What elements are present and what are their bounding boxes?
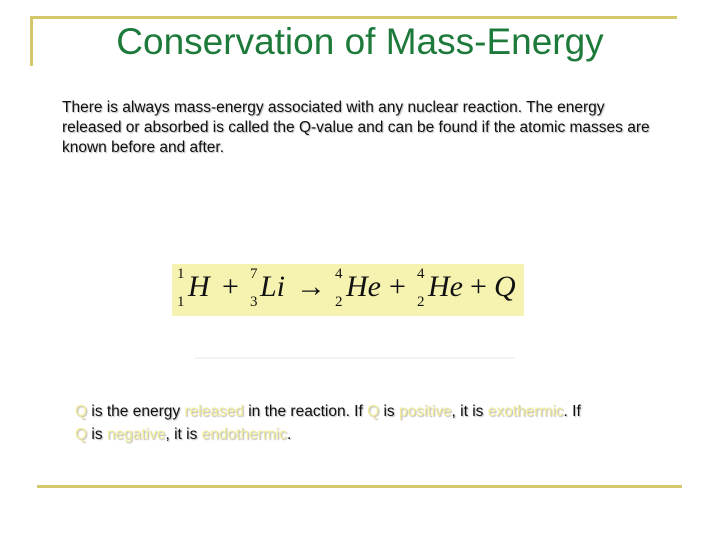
slide-title: Conservation of Mass-Energy [116, 21, 604, 62]
plus-sign: + [222, 270, 239, 303]
q-value-explanation [75, 400, 595, 446]
explanation-text: , it is [451, 403, 488, 420]
reaction-arrow: → [296, 270, 326, 303]
plus-sign: + [470, 270, 487, 303]
explanation-text: , it is [165, 426, 202, 443]
hydrogen-mass-number: 1 [177, 266, 185, 282]
explanation-text: . [286, 426, 292, 443]
negative-term: negative [106, 426, 166, 443]
q-value-symbol: Q [494, 270, 516, 303]
helium-mass-number: 4 [417, 266, 425, 282]
bottom-frame-line [37, 485, 682, 488]
explanation-text: is [379, 403, 399, 420]
intro-paragraph: There is always mass-energy associated with any nuclear reaction. The energy released or absorbed is called the Q-value and can be found if the atomic masses are known before and after. [62, 99, 650, 156]
helium-symbol: He [428, 270, 463, 303]
explanation-text: is the energy [87, 403, 185, 420]
explanation-text: . If [563, 403, 581, 420]
endothermic-term: endothermic [201, 426, 287, 443]
lithium-symbol: Li [260, 270, 286, 303]
helium-mass-number: 4 [335, 266, 343, 282]
positive-term: positive [398, 403, 452, 420]
explanation-text: is [87, 426, 107, 443]
q-term: Q [367, 403, 380, 420]
q-term: Q [75, 403, 88, 420]
released-term: released [184, 403, 244, 420]
hydrogen-atomic-number: 1 [177, 294, 185, 310]
q-term: Q [75, 426, 88, 443]
faint-divider [195, 357, 515, 359]
plus-sign: + [389, 270, 406, 303]
exothermic-term: exothermic [487, 403, 564, 420]
lithium-mass-number: 7 [250, 266, 258, 282]
helium-atomic-number: 2 [335, 294, 343, 310]
hydrogen-symbol: H [188, 270, 210, 303]
lithium-atomic-number: 3 [250, 294, 258, 310]
explanation-text: in the reaction. If [243, 403, 368, 420]
nuclear-reaction-equation [172, 264, 524, 316]
helium-atomic-number: 2 [417, 294, 425, 310]
helium-symbol: He [346, 270, 381, 303]
